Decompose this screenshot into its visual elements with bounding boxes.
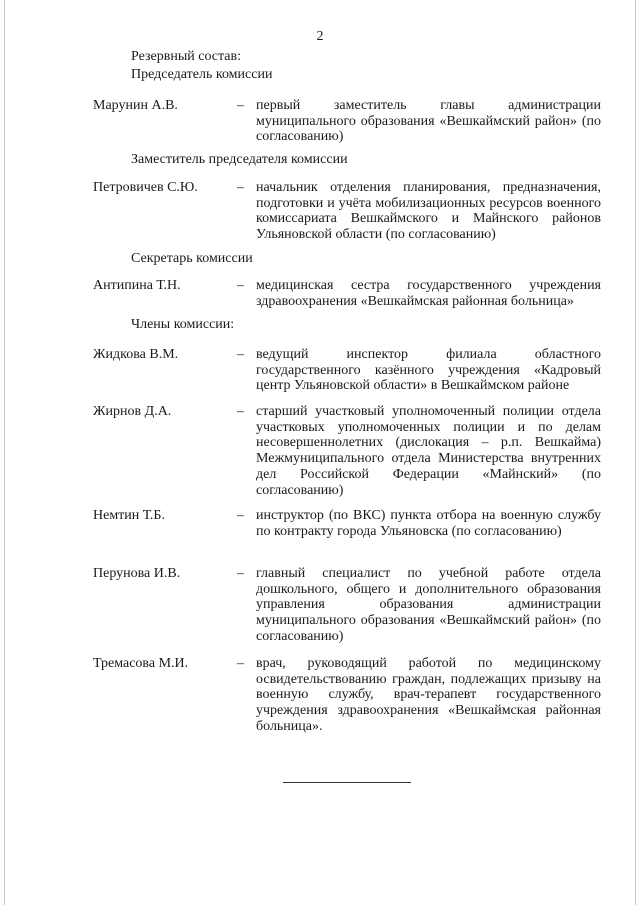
secretary-heading: Секретарь комиссии	[131, 251, 253, 266]
member-name: Тремасова М.И.	[93, 656, 189, 671]
member-description: врач, руководящий работой по медицинскому освидетельствованию граждан, подлежащих призыву на военную службу, врач-терапевт государственного учреждения здравоохранения «Вешкаймская районная больница».	[256, 656, 601, 734]
dash: –	[237, 98, 244, 113]
member-description: первый заместитель главы администрации муниципального образования «Вешкаймский район» (по согласованию)	[256, 98, 601, 145]
member-description: ведущий инспектор филиала областного государственного казённого учреждения «Кадровый центр Ульяновской области» в Вешкаймском районе	[256, 347, 601, 394]
page-number: 2	[316, 29, 324, 44]
member-name: Немтин Т.Б.	[93, 508, 165, 523]
chair-heading: Председатель комиссии	[131, 67, 273, 82]
member-name: Перунова И.В.	[93, 566, 181, 581]
dash: –	[237, 566, 244, 581]
reserve-title: Резервный состав:	[131, 49, 242, 64]
members-heading: Члены комиссии:	[131, 317, 235, 332]
member-name: Антипина Т.Н.	[93, 278, 181, 293]
member-description: главный специалист по учебной работе отдела дошкольного, общего и дополнительного образования управления образования администрации муниципального образования «Вешкаймский район» (по согласованию)	[256, 566, 601, 644]
end-rule	[283, 782, 411, 783]
dash: –	[237, 180, 244, 195]
member-description: медицинская сестра государственного учреждения здравоохранения «Вешкаймская районная больница»	[256, 278, 601, 309]
member-name: Жидкова В.М.	[93, 347, 179, 362]
member-description: старший участковый уполномоченный полиции отдела участковых уполномоченных полиции и по делам несовершеннолетних (дислокация – р.п. Вешкайма) Межмуниципального отдела Министерства внутренних дел Российской Федерации «Майнский» (по согласованию)	[256, 404, 601, 498]
member-name: Марунин А.В.	[93, 98, 178, 113]
member-description: инструктор (по ВКС) пункта отбора на военную службу по контракту города Ульяновска (по согласованию)	[256, 508, 601, 539]
dash: –	[237, 278, 244, 293]
member-description: начальник отделения планирования, предназначения, подготовки и учёта мобилизационных ресурсов военного комиссариата Вешкаймского и Майнского районов Ульяновской области (по согласованию)	[256, 180, 601, 243]
member-name: Жирнов Д.А.	[93, 404, 172, 419]
scan-edge-right	[635, 0, 636, 905]
deputy-heading: Заместитель председателя комиссии	[131, 152, 348, 167]
scan-edge-left	[4, 0, 5, 905]
dash: –	[237, 508, 244, 523]
member-name: Петровичев С.Ю.	[93, 180, 198, 195]
dash: –	[237, 347, 244, 362]
dash: –	[237, 656, 244, 671]
dash: –	[237, 404, 244, 419]
